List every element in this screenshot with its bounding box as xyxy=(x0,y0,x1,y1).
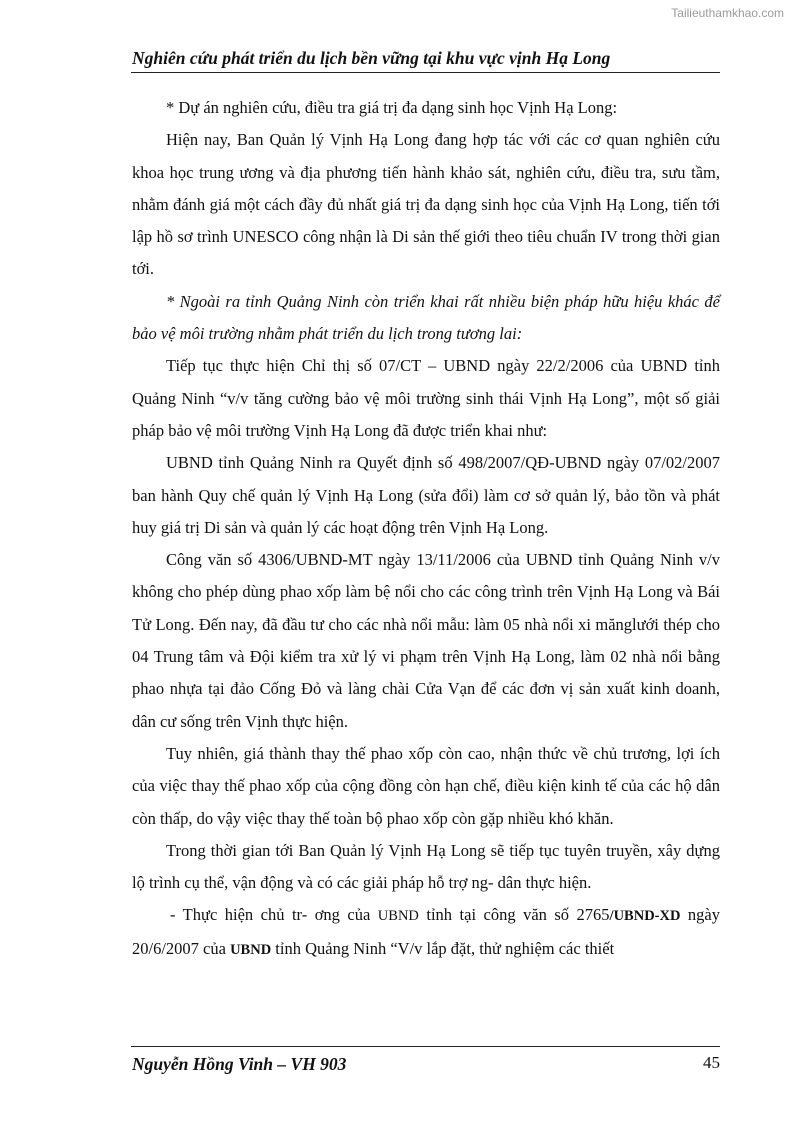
footer-author: Nguyễn Hồng Vinh – VH 903 xyxy=(132,1054,347,1074)
text-run: tỉnh tại công văn số 2765 xyxy=(418,905,610,925)
page-body xyxy=(132,92,720,966)
paragraph-biodiversity-research: Hiện nay, Ban Quản lý Vịnh Hạ Long đang hợp tác với các cơ quan nghiên cứu khoa học trung ương và địa phương tiến hành khảo sát, nghiên cứu, điều tra, sưu tầm, nhằm đánh giá một cách đầy đủ nhất giá trị đa dạng sinh học của Vịnh Hạ Long, tiến tới lập hồ sơ trình UNESCO công nhận là Di sản thế giới theo tiêu chuẩn IV trong thời gian tới. xyxy=(132,130,720,279)
header-divider xyxy=(131,72,720,73)
text-run: - Thực hiện chủ tr- ơng của xyxy=(170,905,378,925)
paragraph-implementation xyxy=(132,899,720,966)
running-header-title: Nghiên cứu phát triển du lịch bền vững tại khu vực vịnh Hạ Long xyxy=(132,48,611,68)
text-run: ngày 20/6/2007 của xyxy=(132,905,720,958)
paragraph-difficulties: Tuy nhiên, giá thành thay thế phao xốp còn cao, nhận thức về chủ trương, lợi ích của việc thay thế phao xốp của cộng đồng còn hạn chế, điều kiện kinh tế của các hộ dân còn thấp, do vậy việc thay thế toàn bộ phao xốp còn gặp nhiều khó khăn. xyxy=(132,743,720,828)
paragraph-other-measures-heading: * Ngoài ra tỉnh Quảng Ninh còn triển khai rất nhiều biện pháp hữu hiệu khác để bảo vệ môi trường nhằm phát triển du lịch trong tương lai: xyxy=(132,291,720,344)
page-number: 45 xyxy=(703,1053,720,1072)
text-run-ubnd-bold: UBND xyxy=(230,941,272,958)
paragraph-directive: Tiếp tục thực hiện Chỉ thị số 07/CT – UBND ngày 22/2/2006 của UBND tỉnh Quảng Ninh “v/v tăng cường bảo vệ môi trường sinh thái Vịnh Hạ Long”, một số giải pháp bảo vệ môi trường Vịnh Hạ Long đã được triển khai như: xyxy=(132,356,720,440)
paragraph-future-plans: Trong thời gian tới Ban Quản lý Vịnh Hạ Long sẽ tiếp tục tuyên truyền, xây dựng lộ trình cụ thể, vận động và có các giải pháp hỗ trợ ng- dân thực hiện. xyxy=(132,840,720,893)
watermark-text: Tailieuthamkhao.com xyxy=(671,6,784,20)
paragraph-biodiversity-heading: * Dự án nghiên cứu, điều tra giá trị đa dạng sinh học Vịnh Hạ Long: xyxy=(166,98,618,117)
paragraph-decision: UBND tỉnh Quảng Ninh ra Quyết định số 498/2007/QĐ-UBND ngày 07/02/2007 ban hành Quy chế quản lý Vịnh Hạ Long (sửa đổi) làm cơ sở quản lý, bảo tồn và phát huy giá trị Di sản và quản lý các hoạt động trên Vịnh Hạ Long. xyxy=(132,453,720,537)
footer-divider xyxy=(131,1046,720,1047)
text-run-doc-code: /UBND-XD xyxy=(609,908,681,925)
text-run-ubnd: UBND xyxy=(377,908,419,925)
text-run: tỉnh Quảng Ninh “V/v lắp đặt, thử nghiệm các thiết xyxy=(271,938,615,958)
paragraph-official-letter: Công văn số 4306/UBND-MT ngày 13/11/2006 của UBND tỉnh Quảng Ninh v/v không cho phép dùng phao xốp làm bệ nổi cho các công trình trên Vịnh Hạ Long và Bái Tử Long. Đến nay, đã đầu tư cho các nhà nổi mẫu: làm 05 nhà nổi xi mănglưới thép cho 04 Trung tâm và Đội kiểm tra xử lý vi phạm trên Vịnh Hạ Long, làm 02 nhà nổi bằng phao nhựa tại đảo Cống Đỏ và làng chài Cửa Vạn để các đơn vị sản xuất kinh doanh, dân cư sống trên Vịnh thực hiện. xyxy=(132,550,720,731)
